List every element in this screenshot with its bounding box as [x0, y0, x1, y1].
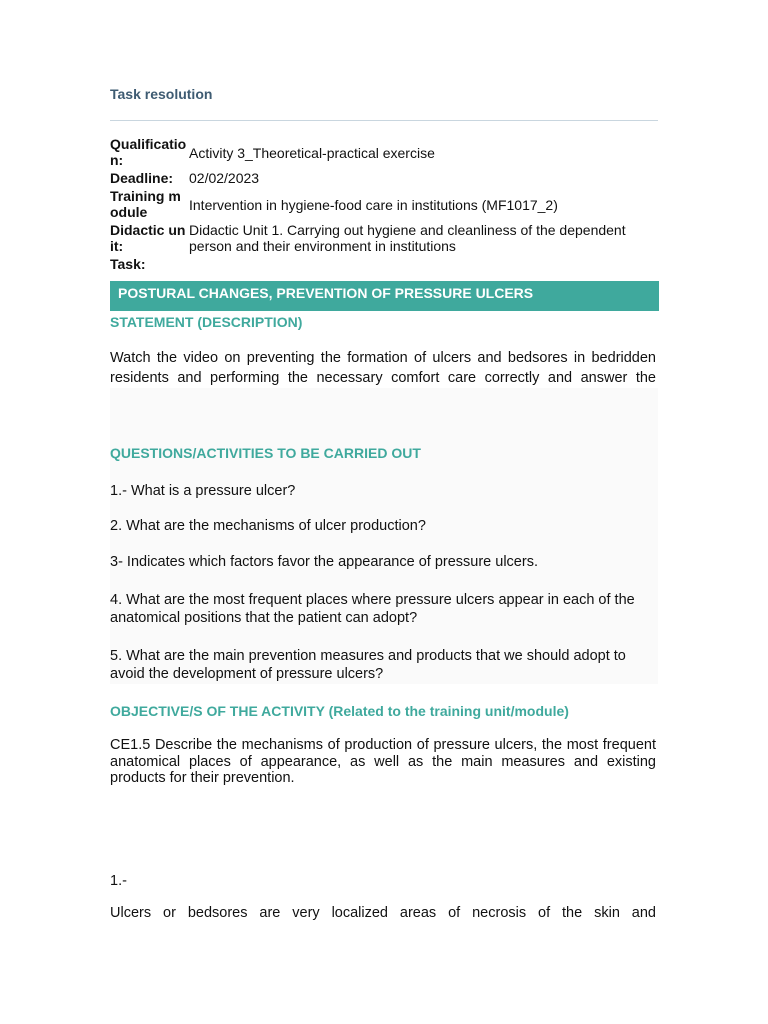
meta-label: Task:: [110, 256, 146, 272]
question-item: 5. What are the main prevention measures and products that we should adopt to avoid the development of pressure ulcers?: [110, 648, 626, 682]
meta-label: Qualification:: [110, 136, 187, 168]
objective-heading: OBJECTIVE/S OF THE ACTIVITY (Related to the training unit/module): [110, 703, 569, 719]
meta-row-deadline: [110, 170, 658, 186]
meta-row-task: [110, 256, 658, 272]
title-divider: [110, 120, 658, 121]
statement-heading: STATEMENT (DESCRIPTION): [110, 314, 303, 330]
meta-row-qualification: [110, 136, 658, 168]
meta-label: Didactic unit:: [110, 222, 186, 254]
questions-heading: QUESTIONS/ACTIVITIES TO BE CARRIED OUT: [110, 445, 421, 461]
question-item: 3- Indicates which factors favor the appearance of pressure ulcers.: [110, 554, 538, 570]
questions-section-background: [110, 388, 658, 684]
meta-label: Training module: [110, 188, 181, 220]
meta-value: 02/02/2023: [189, 170, 260, 186]
document-title: Task resolution: [110, 86, 213, 102]
statement-text: Watch the video on preventing the formation of ulcers and bedsores in bedridden residents and performing the necessary comfort care correctly and answer the: [110, 350, 656, 386]
meta-row-training-module: [110, 188, 658, 220]
activity-banner: POSTURAL CHANGES, PREVENTION OF PRESSURE ULCERS: [110, 281, 659, 311]
question-item: 1.- What is a pressure ulcer?: [110, 483, 296, 499]
meta-value: Activity 3_Theoretical-practical exercise: [189, 145, 435, 161]
meta-value: [189, 256, 658, 272]
meta-row-didactic-unit: [110, 222, 658, 254]
meta-value: Intervention in hygiene-food care in institutions (MF1017_2): [189, 197, 558, 213]
question-item: 2. What are the mechanisms of ulcer production?: [110, 518, 426, 534]
answer-text: Ulcers or bedsores are very localized areas of necrosis of the skin and: [110, 905, 656, 921]
meta-value: Didactic Unit 1. Carrying out hygiene and cleanliness of the dependent person and their environment in institutions: [189, 222, 626, 254]
question-item: 4. What are the most frequent places where pressure ulcers appear in each of the anatomical positions that the patient can adopt?: [110, 592, 635, 626]
objective-text: CE1.5 Describe the mechanisms of production of pressure ulcers, the most frequent anatomical places of appearance, as well as the main measures and existing products for their prevention.: [110, 737, 656, 786]
task-info-table: [110, 136, 658, 274]
meta-label: Deadline:: [110, 170, 174, 186]
answer-number: 1.-: [110, 873, 127, 889]
